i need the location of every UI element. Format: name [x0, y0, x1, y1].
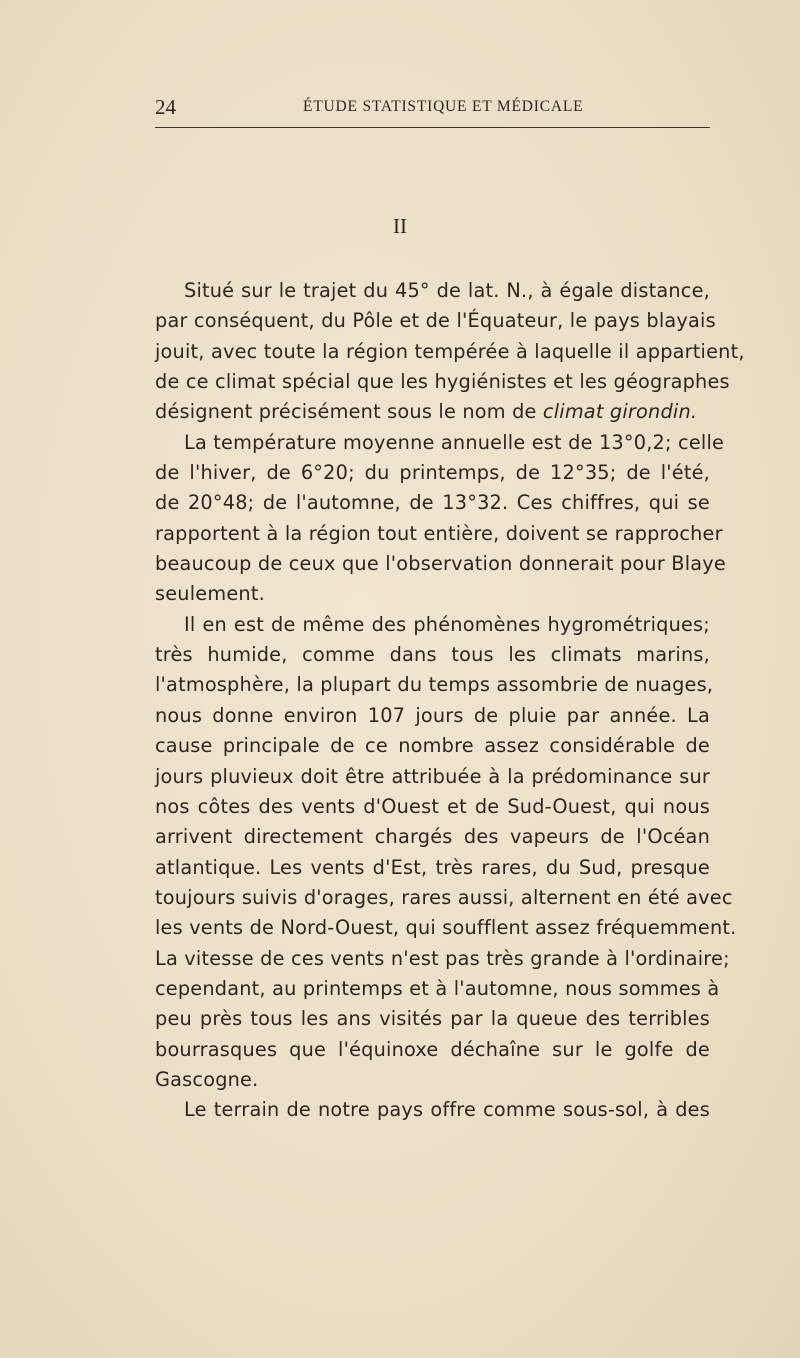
- text-line: jouit, avec toute la région tempérée à laquelle il appartient,: [155, 339, 745, 363]
- text-run: désignent précisément sous le nom de: [155, 400, 543, 424]
- text-line: La vitesse de ces vents n'est pas très grande à l'ordinaire;: [155, 946, 730, 970]
- text-line: les vents de Nord-Ouest, qui soufflent assez fréquemment.: [155, 916, 737, 940]
- section-numeral: II: [393, 214, 407, 238]
- text-line: cependant, au printemps et à l'automne, nous sommes à: [155, 976, 720, 1000]
- text-line: peu près tous les ans visités par la queue des terribles: [155, 1007, 710, 1031]
- text-line: toujours suivis d'orages, rares aussi, alternent en été avec: [155, 885, 733, 909]
- page-header: [155, 95, 710, 125]
- text-line: jours pluvieux doit être attribuée à la prédominance sur: [155, 764, 710, 788]
- text-line: bourrasques que l'équinoxe déchaîne sur le golfe de: [155, 1037, 710, 1061]
- text-line: Gascogne.: [155, 1067, 259, 1091]
- text-line: par conséquent, du Pôle et de l'Équateur, le pays blayais: [155, 309, 716, 333]
- text-line: nos côtes des vents d'Ouest et de Sud-Ouest, qui nous: [155, 794, 710, 818]
- text-line: [155, 397, 710, 427]
- text-line: très humide, comme dans tous les climats marins,: [155, 643, 710, 667]
- page-number: 24: [155, 95, 176, 119]
- text-line: rapportent à la région tout entière, doivent se rapprocher: [155, 521, 723, 545]
- text-line: La température moyenne annuelle est de 13°0,2; celle: [184, 430, 725, 454]
- text-line: arrivent directement chargés des vapeurs de l'Océan: [155, 825, 710, 849]
- header-rule: [155, 127, 710, 128]
- text-line: seulement.: [155, 582, 265, 606]
- italic-term: climat girondin.: [542, 400, 698, 424]
- text-line: cause principale de ce nombre assez considérable de: [155, 734, 710, 758]
- text-line: Il en est de même des phénomènes hygrométriques;: [184, 612, 710, 636]
- text-line: de l'hiver, de 6°20; du printemps, de 12°35; de l'été,: [155, 461, 710, 485]
- text-line: Situé sur le trajet du 45° de lat. N., à égale distance,: [184, 279, 710, 302]
- text-line: Le terrain de notre pays offre comme sous-sol, à des: [184, 1098, 710, 1122]
- text-line: atlantique. Les vents d'Est, très rares, du Sud, presque: [155, 855, 710, 879]
- text-line: de 20°48; de l'automne, de 13°32. Ces chiffres, qui se: [155, 491, 710, 515]
- running-title: ÉTUDE STATISTIQUE ET MÉDICALE: [303, 98, 584, 115]
- text-line: de ce climat spécial que les hygiénistes et les géographes: [155, 370, 730, 394]
- text-line: beaucoup de ceux que l'observation donnerait pour Blaye: [155, 552, 726, 576]
- text-line: l'atmosphère, la plupart du temps assombrie de nuages,: [155, 673, 714, 697]
- body-text: [155, 276, 745, 1126]
- text-line: nous donne environ 107 jours de pluie par année. La: [155, 703, 710, 727]
